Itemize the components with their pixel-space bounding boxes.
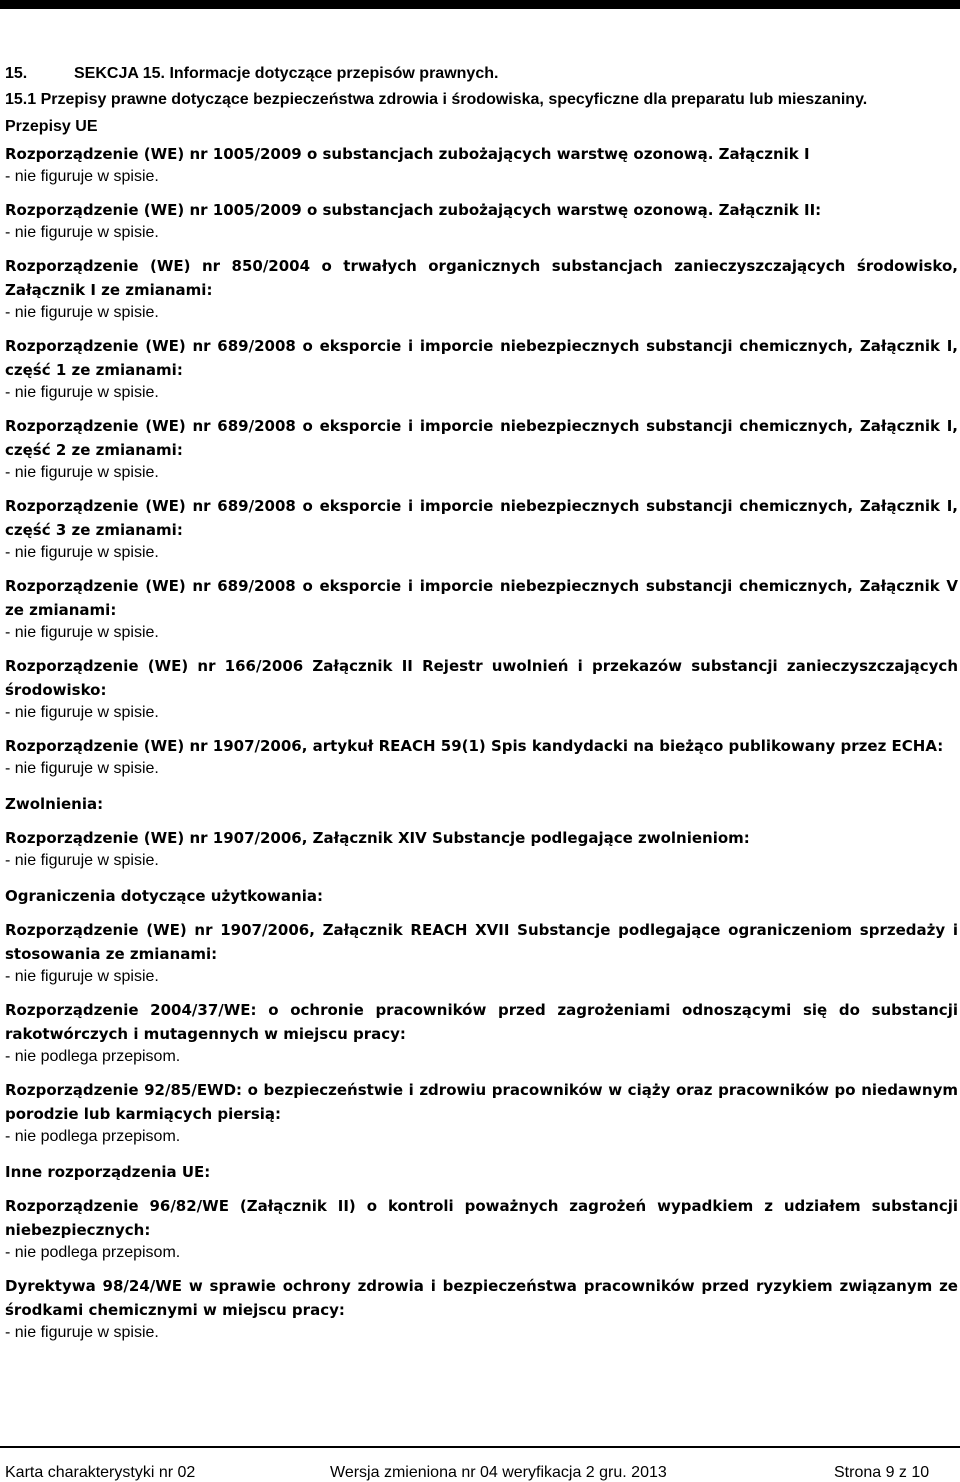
regulation-status: - nie podlega przepisom.: [5, 1244, 181, 1261]
regulation-title: Rozporządzenie 92/85/EWD: o bezpieczeństwie i zdrowiu pracowników w ciąży oraz pracowników po niedawnym porodzie lub karmiących piersią:: [5, 1081, 958, 1123]
regulation-status: - nie figuruje w spisie.: [5, 544, 159, 561]
regulation-title: Rozporządzenie (WE) nr 1907/2006, Załącznik REACH XVII Substancje podlegające ograniczeniom sprzedaży i stosowania ze zmianami:: [5, 921, 958, 963]
regulation-title: Rozporządzenie (WE) nr 166/2006 Załącznik II Rejestr uwolnień i przekazów substancji zanieczyszczających środowisko:: [5, 657, 958, 699]
section-heading: [5, 62, 958, 86]
regulation-status: - nie figuruje w spisie.: [5, 384, 159, 401]
regulation-title: Rozporządzenie 2004/37/WE: o ochronie pracowników przed zagrożeniami odnoszącymi się do substancji rakotwórczych i mutagennych w miejscu pracy:: [5, 1001, 958, 1043]
top-rule: [0, 0, 960, 9]
regulation-title: Rozporządzenie (WE) nr 850/2004 o trwałych organicznych substancjach zanieczyszczających środowisko, Załącznik I ze zmianami:: [5, 257, 958, 299]
regulation-status: - nie podlega przepisom.: [5, 1048, 181, 1065]
regulation-title: Rozporządzenie (WE) nr 1005/2009 o substancjach zubożających warstwę ozonową. Załącznik I: [5, 145, 810, 163]
regulation-item: [5, 734, 958, 780]
regulation-item: [5, 142, 958, 188]
regulation-status: - nie figuruje w spisie.: [5, 1324, 159, 1341]
regulation-status: - nie figuruje w spisie.: [5, 464, 159, 481]
regulation-title: Rozporządzenie (WE) nr 689/2008 o eksporcie i imporcie niebezpiecznych substancji chemicznych, Załącznik I, część 1 ze zmianami:: [5, 337, 958, 379]
section-title: SEKCJA 15. Informacje dotyczące przepisów prawnych.: [74, 65, 499, 82]
regulation-title: Rozporządzenie (WE) nr 1005/2009 o substancjach zubożających warstwę ozonową. Załącznik II:: [5, 201, 822, 219]
footer-document-name: Karta charakterystyki nr 02: [5, 1464, 196, 1481]
regulation-item: [5, 574, 958, 644]
other-regulations-label: Inne rozporządzenia UE:: [5, 1163, 211, 1181]
regulation-title: Rozporządzenie (WE) nr 689/2008 o eksporcie i imporcie niebezpiecznych substancji chemicznych, Załącznik V ze zmianami:: [5, 577, 958, 619]
regulation-item: [5, 198, 958, 244]
restriction-item: [5, 918, 958, 988]
eu-regulations-label: Przepisy UE: [5, 118, 98, 135]
regulation-status: - nie figuruje w spisie.: [5, 852, 159, 869]
document-body: [5, 62, 958, 1344]
section-number: 15.: [5, 65, 28, 82]
restriction-item: [5, 998, 958, 1068]
regulation-status: - nie figuruje w spisie.: [5, 168, 159, 185]
regulation-title: Rozporządzenie (WE) nr 1907/2006, artykuł REACH 59(1) Spis kandydacki na bieżąco publikowany przez ECHA:: [5, 737, 944, 755]
regulation-item: [5, 254, 958, 324]
page-footer: [0, 1446, 960, 1482]
regulation-title: Rozporządzenie (WE) nr 689/2008 o eksporcie i imporcie niebezpiecznych substancji chemicznych, Załącznik I, część 2 ze zmianami:: [5, 417, 958, 459]
regulation-title: Rozporządzenie (WE) nr 689/2008 o eksporcie i imporcie niebezpiecznych substancji chemicznych, Załącznik I, część 3 ze zmianami:: [5, 497, 958, 539]
regulations-list: [5, 142, 958, 780]
subsection-heading: 15.1 Przepisy prawne dotyczące bezpieczeństwa zdrowia i środowiska, specyficzne dla preparatu lub mieszaniny.: [5, 91, 868, 108]
restrictions-label: Ograniczenia dotyczące użytkowania:: [5, 887, 323, 905]
exemption-item: [5, 826, 958, 872]
other-regulation-item: [5, 1194, 958, 1264]
regulation-status: - nie figuruje w spisie.: [5, 624, 159, 641]
regulation-status: - nie figuruje w spisie.: [5, 968, 159, 985]
restriction-item: [5, 1078, 958, 1148]
regulation-item: [5, 654, 958, 724]
footer-page-number: Strona 9 z 10: [834, 1464, 930, 1481]
regulation-item: [5, 334, 958, 404]
regulation-status: - nie figuruje w spisie.: [5, 224, 159, 241]
regulation-title: Dyrektywa 98/24/WE w sprawie ochrony zdrowia i bezpieczeństwa pracowników przed ryzykiem związanym ze środkami chemicznymi w miejscu pracy:: [5, 1277, 958, 1319]
regulation-title: Rozporządzenie (WE) nr 1907/2006, Załącznik XIV Substancje podlegające zwolnieniom:: [5, 829, 750, 847]
regulation-status: - nie figuruje w spisie.: [5, 304, 159, 321]
regulation-status: - nie podlega przepisom.: [5, 1128, 181, 1145]
other-regulation-item: [5, 1274, 958, 1344]
regulation-status: - nie figuruje w spisie.: [5, 704, 159, 721]
footer-version: Wersja zmieniona nr 04 weryfikacja 2 gru. 2013: [330, 1464, 667, 1481]
regulation-item: [5, 494, 958, 564]
exemptions-label: Zwolnienia:: [5, 795, 104, 813]
regulation-item: [5, 414, 958, 484]
regulation-title: Rozporządzenie 96/82/WE (Załącznik II) o kontroli poważnych zagrożeń wypadkiem z udziałem substancji niebezpiecznych:: [5, 1197, 958, 1239]
regulation-status: - nie figuruje w spisie.: [5, 760, 159, 777]
